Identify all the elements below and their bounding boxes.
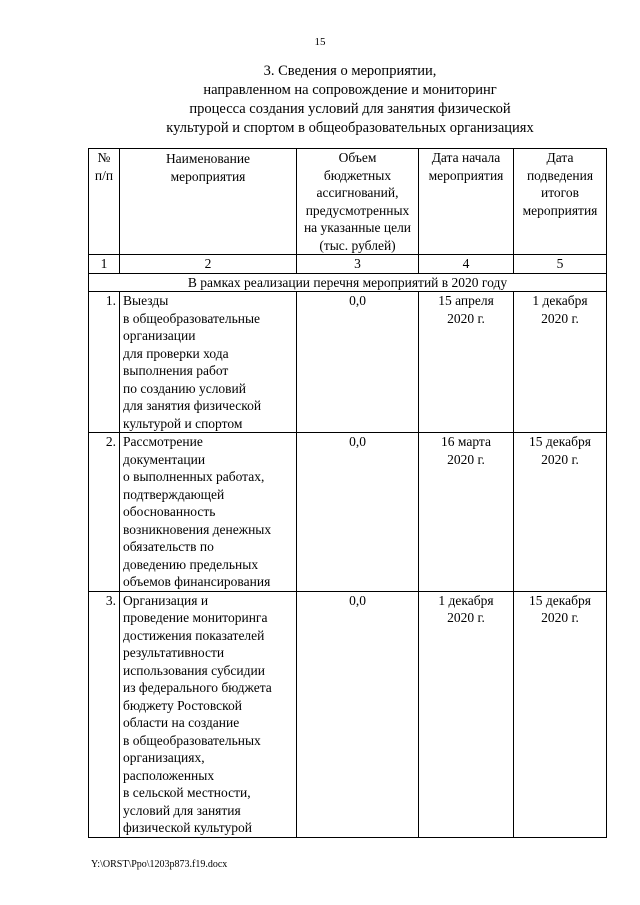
event-end-date: 15 декабря 2020 г. [514, 591, 607, 837]
title-line: 3. Сведения о мероприятии, [263, 63, 437, 79]
header-amount: Объем бюджетных ассигнований, предусмотренных на указанные цели (тыс. рублей) [297, 149, 419, 255]
title-line: культурой и спортом в общеобразовательных организациях [166, 120, 534, 136]
column-number: 1 [89, 255, 120, 274]
header-name: Наименование мероприятия [120, 149, 297, 255]
page-number: 15 [314, 36, 326, 48]
title-line: процесса создания условий для занятия физической [189, 101, 511, 117]
header-number: № п/п [89, 149, 120, 255]
event-end-date: 1 декабря 2020 г. [514, 292, 607, 433]
row-number: 1. [89, 292, 120, 433]
column-numbers-row [89, 255, 607, 274]
section-row [89, 273, 607, 292]
table-header-row [89, 149, 607, 255]
event-amount: 0,0 [297, 591, 419, 837]
event-amount: 0,0 [297, 433, 419, 592]
section-title: В рамках реализации перечня мероприятий в 2020 году [89, 273, 607, 292]
event-start-date: 1 декабря 2020 г. [419, 591, 514, 837]
column-number: 2 [120, 255, 297, 274]
header-start-date: Дата начала мероприятия [419, 149, 514, 255]
table-row [89, 292, 607, 433]
event-amount: 0,0 [297, 292, 419, 433]
table-row [89, 433, 607, 592]
event-start-date: 16 марта 2020 г. [419, 433, 514, 592]
event-name: Рассмотрение документации о выполненных работах, подтверждающей обоснованность возникновения денежных обязательств по доведению предельных объемов финансирования [120, 433, 297, 592]
table-row [89, 591, 607, 837]
row-number: 2. [89, 433, 120, 592]
column-number: 5 [514, 255, 607, 274]
event-name: Выезды в общеобразовательные организации для проверки хода выполнения работ по созданию условий для занятия физической культурой и спортом [120, 292, 297, 433]
column-number: 4 [419, 255, 514, 274]
file-path-footer: Y:\ORST\Ppo\1203p873.f19.docx [91, 859, 228, 870]
document-title [95, 62, 605, 138]
column-number: 3 [297, 255, 419, 274]
row-number: 3. [89, 591, 120, 837]
title-line: направленном на сопровождение и мониторинг [203, 82, 497, 98]
events-table [88, 148, 607, 838]
event-end-date: 15 декабря 2020 г. [514, 433, 607, 592]
event-name: Организация и проведение мониторинга достижения показателей результативности использования субсидии из федерального бюджета бюджету Ростовской области на создание в общеобразовательных организациях, расположенных в сельской местности, условий для занятия физической культурой [120, 591, 297, 837]
header-end-date: Дата подведения итогов мероприятия [514, 149, 607, 255]
event-start-date: 15 апреля 2020 г. [419, 292, 514, 433]
